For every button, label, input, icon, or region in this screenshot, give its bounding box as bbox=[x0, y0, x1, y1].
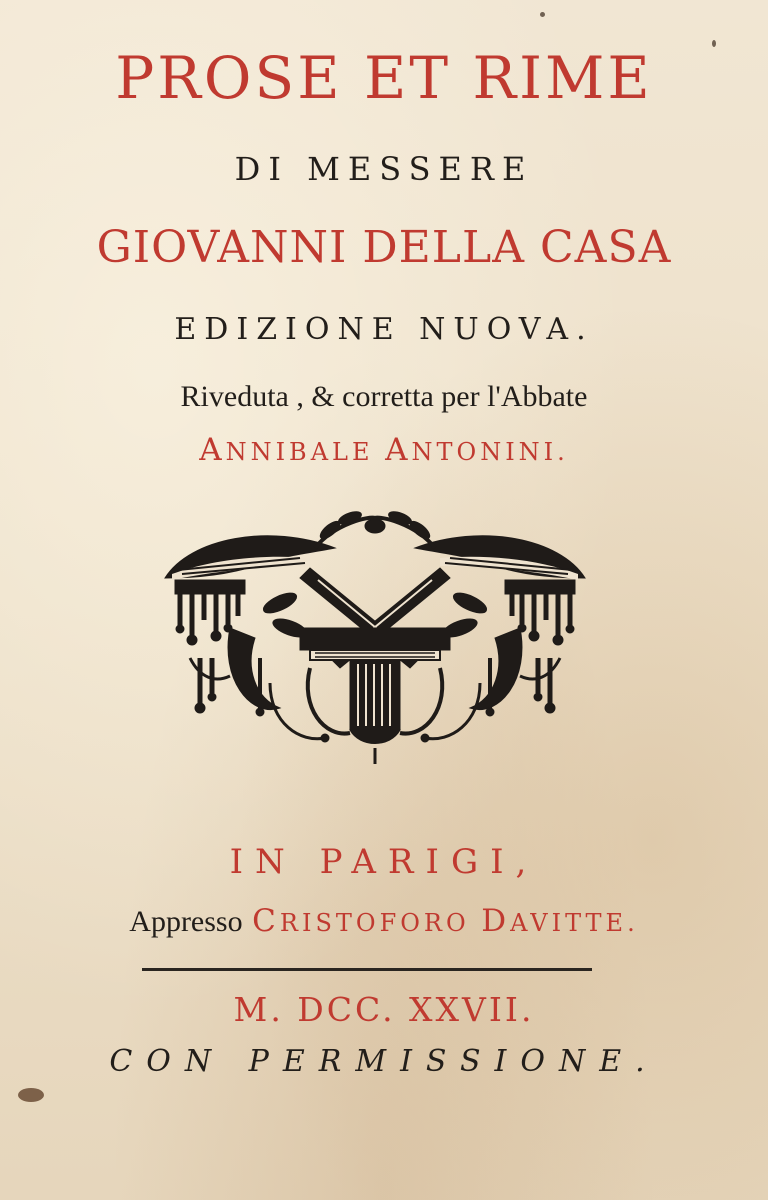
publication-date: M. DCC. XXVII. bbox=[233, 990, 535, 1029]
woodcut-fleuron-icon bbox=[160, 508, 590, 768]
printer-last-initial: D bbox=[481, 903, 511, 939]
book-title: PROSE ET RIME bbox=[115, 44, 653, 112]
printer-first-initial: C bbox=[252, 903, 280, 939]
editor-first-initial: A bbox=[199, 432, 226, 468]
editor-last-rest: NTONINI. bbox=[411, 438, 569, 466]
printer-label: Appresso bbox=[129, 905, 243, 938]
foxing-spot bbox=[18, 1088, 44, 1102]
editor-name bbox=[0, 432, 768, 468]
foxing-spot bbox=[540, 12, 545, 17]
printer-line bbox=[0, 903, 768, 939]
author-name: GIOVANNI DELLA CASA bbox=[96, 222, 672, 273]
publication-place: IN PARIGI, bbox=[229, 842, 539, 882]
book-subtitle: DI MESSERE bbox=[234, 150, 534, 188]
printer-name bbox=[252, 903, 639, 939]
editor-last-initial: A bbox=[385, 432, 412, 468]
edition-note: EDIZIONE NUOVA. bbox=[174, 312, 594, 347]
printer-last-rest: AVITTE. bbox=[510, 909, 639, 937]
printer-first-rest: RISTOFORO bbox=[279, 909, 482, 937]
permission-note: CON PERMISSIONE. bbox=[109, 1044, 659, 1079]
editor-first-rest: NNIBALE bbox=[225, 438, 386, 466]
revised-note: Riveduta , & corretta per l'Abbate bbox=[180, 380, 588, 413]
divider-rule bbox=[142, 968, 592, 971]
